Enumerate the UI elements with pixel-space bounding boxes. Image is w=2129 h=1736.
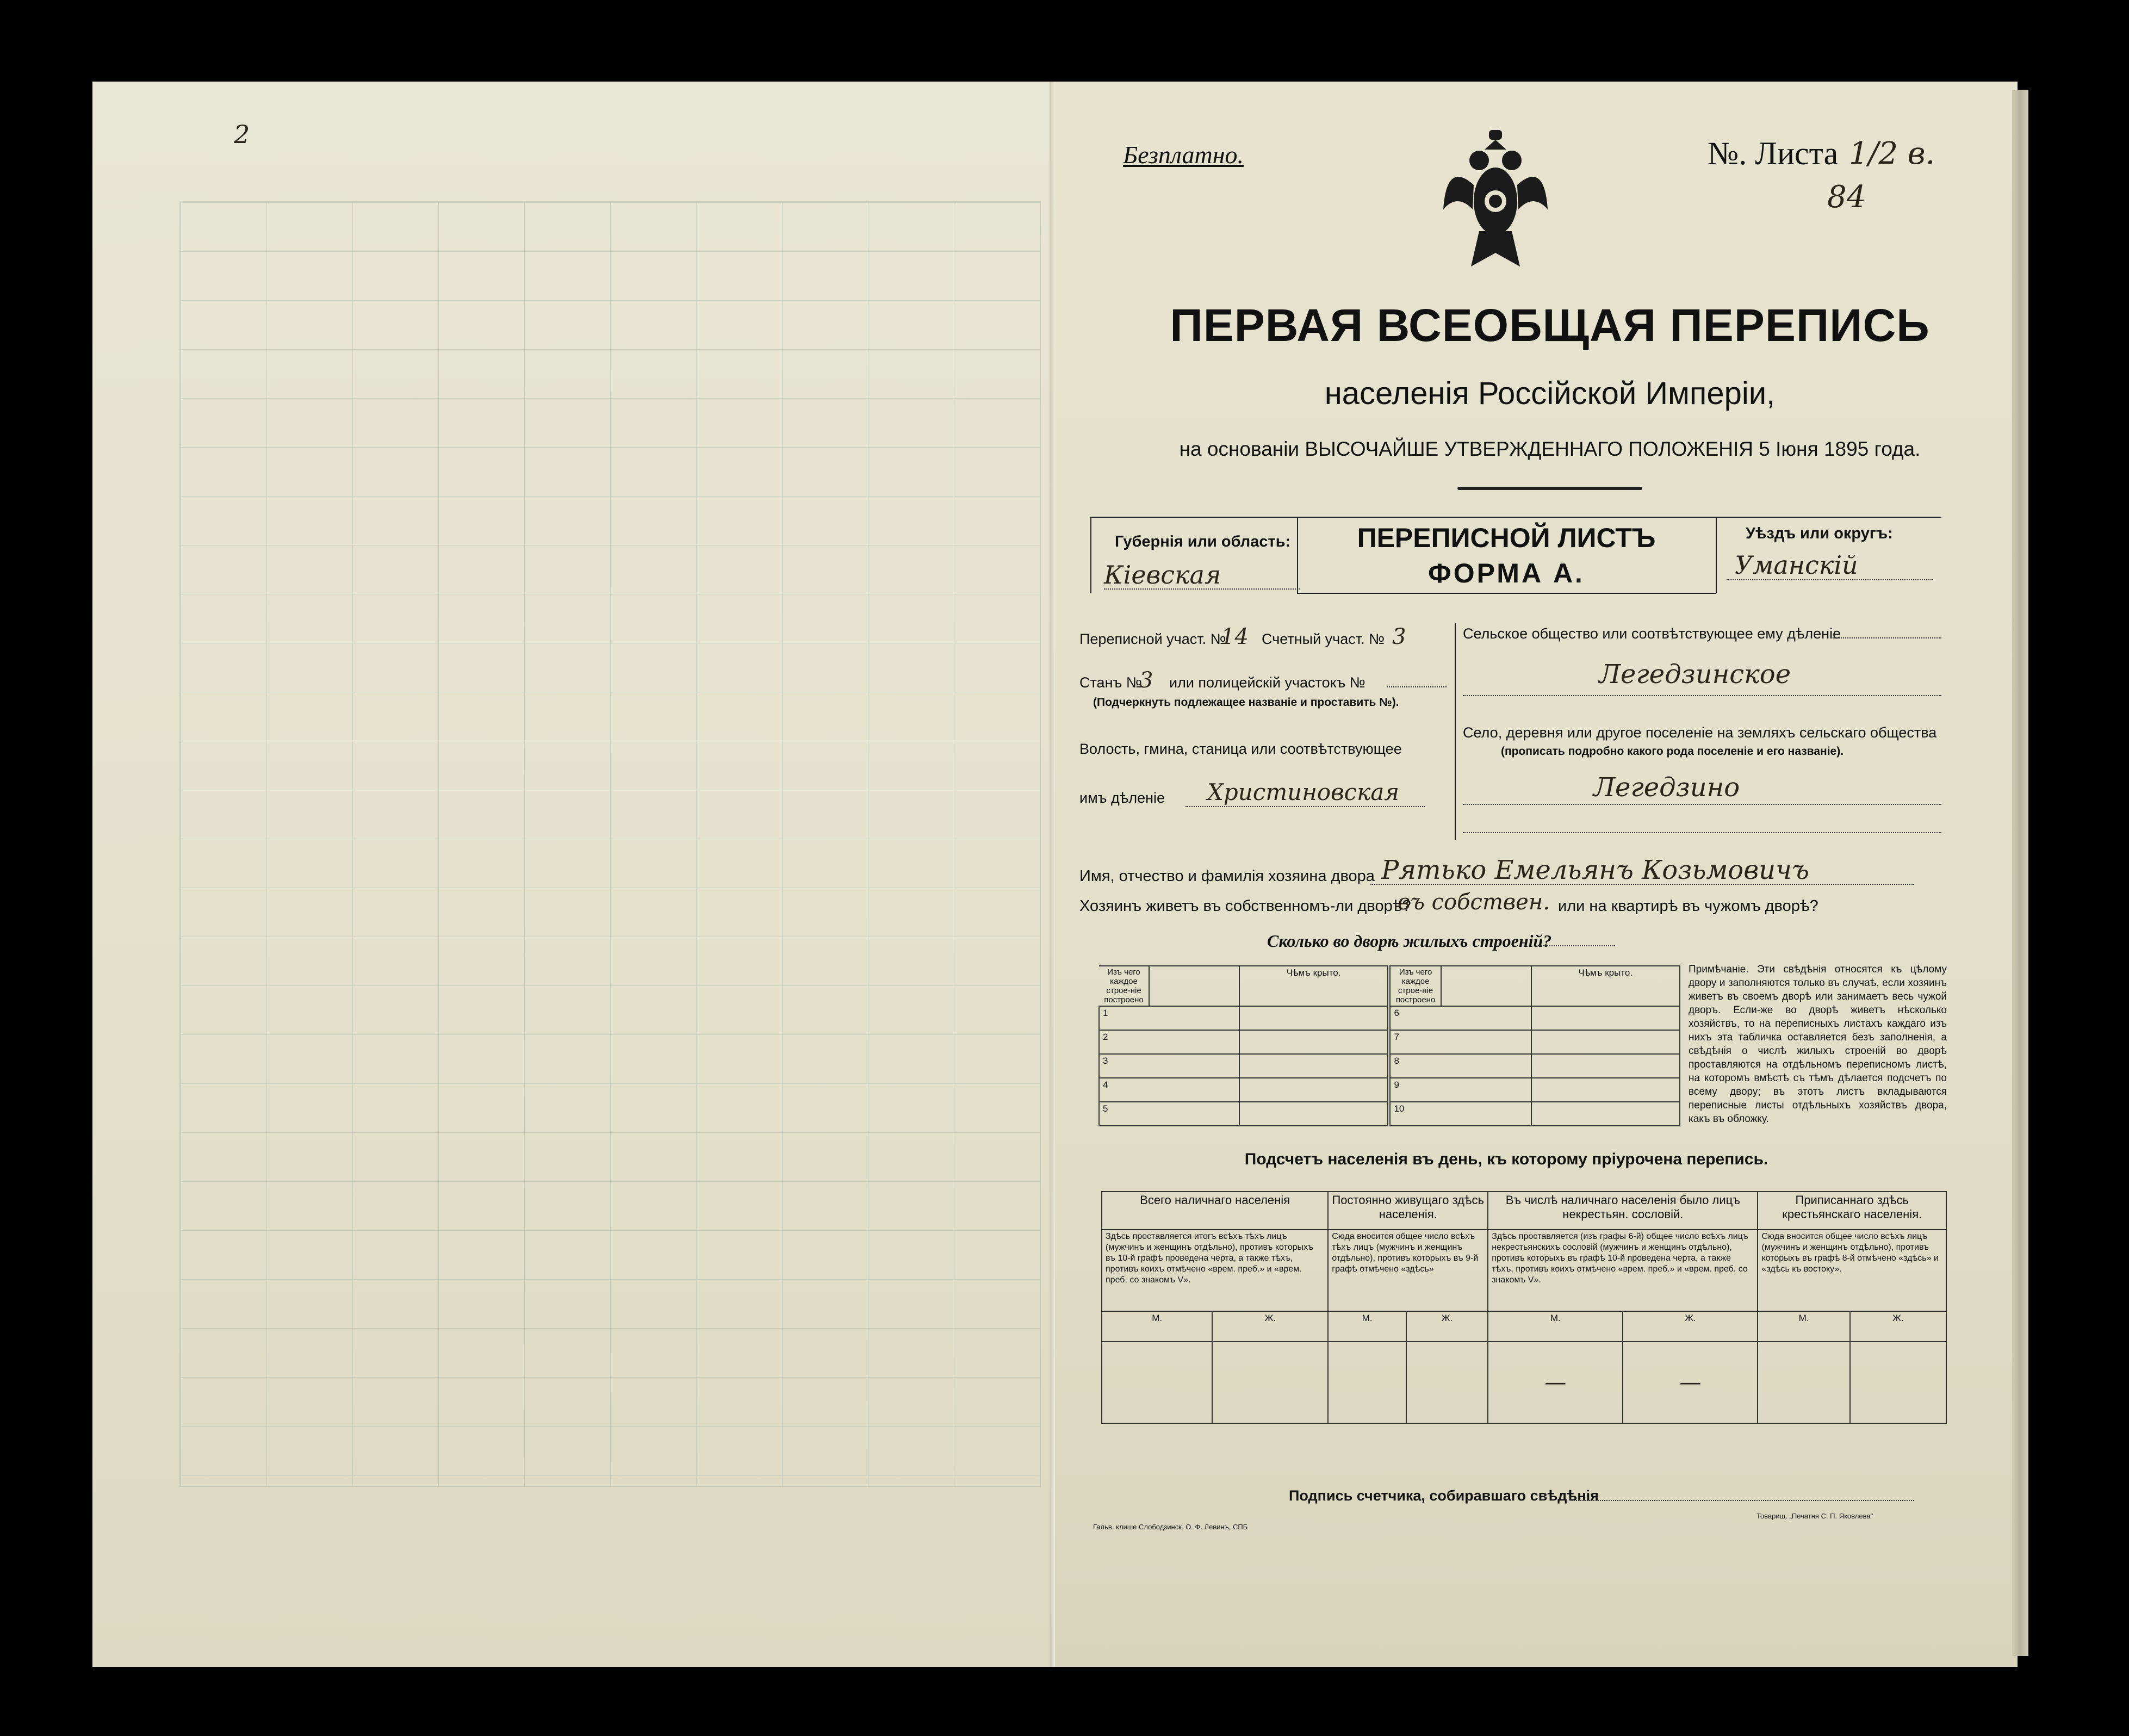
stan-note: (Подчеркнуть подлежащее названіе и проставить №). [1093,696,1399,709]
count-area-value: 3 [1392,624,1406,649]
buildings-col-material-left: Изъ чего каждое строе-ніе построено [1099,966,1149,1006]
pop-m-header: М. [1102,1311,1212,1342]
table-row: 2 [1099,1030,1239,1054]
pop-total-f [1212,1342,1328,1423]
pop-desc-registered: Сюда вносится общее число всѣхъ лицъ (мужчинъ и женщинъ отдѣльно), противъ которыхъ въ графѣ 8-й отмѣчено «здѣсь» и «здѣсь къ востоку». [1758,1230,1946,1311]
printer-right: Товарищ. „Печатня С. П. Яковлева" [1756,1512,1873,1520]
ornament-divider [1457,487,1642,490]
society-label: Сельское общество или соотвѣтствующее ему дѣленіе [1463,625,1841,642]
pop-desc-permanent: Сюда вносится общее число всѣхъ тѣхъ лицъ (мужчинъ и женщинъ отдѣльно), противъ которыхъ въ 9-й графѣ отмѣчено «здѣсь» [1328,1230,1488,1311]
census-area-value: 14 [1221,624,1249,649]
society-line [1833,637,1941,638]
buildings-line [1539,945,1615,946]
block-bottom-rule [1297,593,1716,594]
own-yard-label: Хозяинъ живетъ въ собственномъ-ли дворѣ? [1079,897,1411,915]
population-table [1101,1191,1947,1424]
table-row: 9 [1389,1078,1531,1102]
sheet-number-label: №. Листа [1708,135,1839,171]
pop-head-registered: Приписаннаго здѣсь крестьянскаго населенія. [1758,1192,1946,1230]
province-value: Кіевская [1104,560,1221,590]
form-title-line1: ПЕРЕПИСНОЙ ЛИСТЪ [1357,523,1656,553]
table-row: 6 [1389,1006,1531,1030]
pop-registered-f [1850,1342,1946,1423]
pop-f-header: Ж. [1212,1311,1328,1342]
buildings-note: Примѣчаніе. Эти свѣдѣнія относятся къ цѣлому двору и заполняются только въ случаѣ, если хозяинъ живетъ въ своемъ дворѣ или занимаетъ весь чужой дворъ. Если-же во дворѣ живетъ нѣсколько хозяйствъ, то на переписныхъ листахъ каждаго изъ нихъ эта табличка оставляется безъ заполненія, а свѣдѣнія о числѣ жилыхъ строеній во дворѣ проставляются на отдѣльномъ переписномъ листѣ, на которомъ вмѣстѣ съ тѣмъ дѣлается подсчетъ по всему двору; въ этотъ листъ вкладываются переписные листы отдѣльныхъ хозяйствъ двора, какъ въ обложку. [1689,964,1947,1125]
signature-line [1572,1500,1914,1501]
block-divider-1 [1297,517,1298,593]
village-line [1463,804,1941,805]
legal-basis: на основаніи ВЫСОЧАЙШЕ УТВЕРЖДЕННАГО ПОЛОЖЕНІЯ 5 Іюня 1895 года. [1179,438,1921,460]
roof-cell [1531,1054,1680,1078]
table-row: 10 [1389,1102,1531,1126]
roof-cell [1239,1030,1389,1054]
pop-nonpeasant-m: — [1488,1342,1623,1423]
volost-line [1185,806,1425,807]
pop-m-header: М. [1328,1311,1406,1342]
volost-value: Христиновская [1207,779,1400,805]
table-row: 7 [1389,1030,1531,1054]
block-left-rule [1090,517,1091,593]
roof-cell [1239,1006,1389,1030]
left-corner-mark: 2 [234,120,250,149]
village-note: (прописать подробно какого рода поселеніе и его названіе). [1501,745,1844,758]
pop-desc-total: Здѣсь проставляется итогъ всѣхъ тѣхъ лицъ (мужчинъ и женщинъ отдѣльно), противъ которыхъ въ 10-й графѣ проведена черта, а также тѣхъ, противъ коихъ отмѣчено «врем. преб.» и «врем. преб. со знакомъ V». [1102,1230,1328,1311]
page-edges [2012,90,2028,1656]
pop-m-header: М. [1758,1311,1849,1342]
pop-permanent-f [1406,1342,1488,1423]
roof-cell [1531,1078,1680,1102]
table-row: 3 [1099,1054,1239,1078]
form-title-line2: ФОРМА А. [1428,558,1585,588]
village-value: Легедзино [1593,772,1740,803]
buildings-col-roof-left: Чѣмъ крыто. [1239,966,1389,1006]
buildings-col-roof-right: Чѣмъ крыто. [1531,966,1680,1006]
pop-desc-nonpeasant: Здѣсь проставляется (изъ графы 6-й) общее число всѣхъ лицъ некрестьянскихъ сословій (мужчинъ и женщинъ отдѣльно), противъ которыхъ въ графѣ 10-й проведена черта, а также тѣхъ, противъ коихъ отмѣчено «врем. преб.» и «врем. преб. со знакомъ V». [1488,1230,1758,1311]
faded-ledger-grid [179,201,1041,1487]
table-row: 4 [1099,1078,1239,1102]
buildings-question: Сколько во дворѣ жилыхъ строеній? [1267,931,1552,951]
society-line-2 [1463,695,1941,696]
police-label: или полицейскій участокъ № [1169,674,1365,691]
society-value: Легедзинское [1599,659,1791,690]
volost-label: Волость, гмина, станица или соотвѣтствующее [1079,741,1402,757]
pop-head-total: Всего наличнаго населенія [1102,1192,1328,1230]
roof-cell [1239,1054,1389,1078]
pop-f-header: Ж. [1623,1311,1758,1342]
pop-f-header: Ж. [1850,1311,1946,1342]
rented-label: или на квартирѣ въ чужомъ дворѣ? [1558,897,1818,915]
pop-registered-m [1758,1342,1849,1423]
stan-value: 3 [1139,668,1153,693]
volost-label-2: имъ дѣленіе [1079,790,1165,806]
pop-m-header: М. [1488,1311,1623,1342]
free-label: Безплатно. [1123,141,1244,169]
roof-cell [1531,1006,1680,1030]
own-yard-value: въ собствен. [1398,890,1550,915]
sheet-number-correction: 84 [1827,179,1866,215]
district-line [1727,579,1933,580]
pop-permanent-m [1328,1342,1406,1423]
signature-label: Подпись счетчика, собиравшаго свѣдѣнія [1289,1487,1599,1504]
village-line-2 [1463,832,1941,833]
owner-label: Имя, отчество и фамилія хозяина двора [1079,867,1375,885]
roof-cell [1531,1102,1680,1126]
buildings-table [1098,965,1680,1126]
owner-value: Рятько Емельянъ Козьмовичъ [1381,855,1809,885]
district-label: Уѣздъ или округъ: [1746,525,1893,542]
buildings-material-spacer-left [1149,966,1239,1006]
pop-total-m [1102,1342,1212,1423]
buildings-col-material-right: Изъ чего каждое строе-ніе построено [1389,966,1441,1006]
stan-label: Станъ № [1079,674,1142,691]
table-row: 8 [1389,1054,1531,1078]
pop-head-permanent: Постоянно живущаго здѣсь населенія. [1328,1192,1488,1230]
pop-f-header: Ж. [1406,1311,1488,1342]
district-value: Уманскій [1735,550,1858,580]
sheet-number-value: 1/2 в. [1849,136,1935,171]
page-subtitle: населенія Россійской Имперіи, [1324,376,1776,411]
population-title: Подсчетъ населенія въ день, къ которому пріурочена перепись. [1244,1150,1768,1168]
province-line [1104,588,1300,590]
table-row: 1 [1099,1006,1239,1030]
block-divider-2 [1716,517,1717,593]
buildings-material-spacer-right [1441,966,1531,1006]
roof-cell [1531,1030,1680,1054]
block-top-rule [1090,517,1941,518]
police-line [1387,686,1447,687]
table-row: 5 [1099,1102,1239,1126]
province-label: Губернія или область: [1115,533,1291,550]
pop-head-nonpeasant: Въ числѣ наличнаго населенія было лицъ некрестьян. сословій. [1488,1192,1758,1230]
owner-line [1370,884,1914,885]
roof-cell [1239,1102,1389,1126]
fields-divider [1455,623,1456,840]
census-area-label: Переписной участ. № [1079,631,1226,647]
roof-cell [1239,1078,1389,1102]
pop-nonpeasant-f: — [1623,1342,1758,1423]
double-headed-eagle-icon [1441,128,1550,275]
printer-left: Гальв. клише Слободзинск. О. Ф. Левинъ, СПБ [1093,1523,1248,1531]
count-area-label: Счетный участ. № [1262,631,1385,647]
village-label: Село, деревня или другое поселеніе на земляхъ сельскаго общества [1463,724,1937,741]
page-title: ПЕРВАЯ ВСЕОБЩАЯ ПЕРЕПИСЬ [1170,300,1930,351]
